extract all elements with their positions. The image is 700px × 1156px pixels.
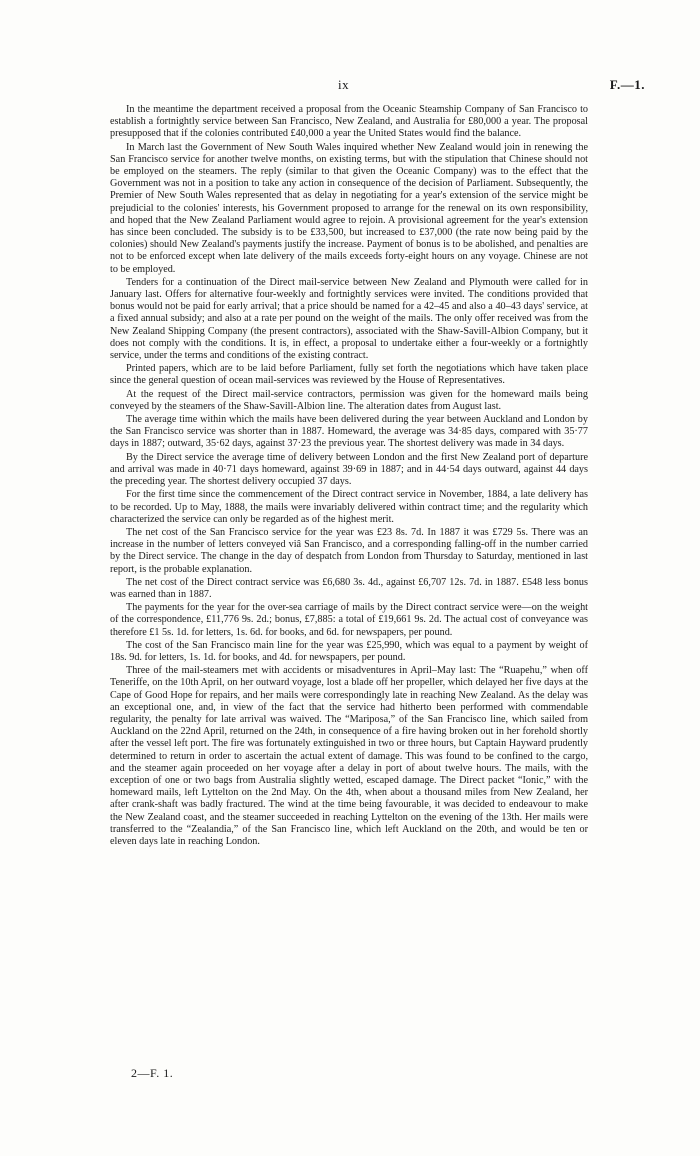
paragraph-oceanic-proposal: In the meantime the department received a proposal from the Oceanic Steamship Company of San Francisco to establish a fortnightly service between San Francisco, New Zealand, and Australia for £80,000 a year. The proposal presupposed that if the colonies contributed £40,000 a year the United States would find the balance. <box>110 104 588 140</box>
paragraph-nsw-renewal: In March last the Government of New South Wales inquired whether New Zealand would join in renewing the San Francisco service for another twelve months, on existing terms, but with the stipulation that Chinese should not be employed on the steamers. The reply (similar to that given the Oceanic Company) was to the effect that the Government was not in a position to take any action in consequence of the decision of Parliament. Subsequently, the Premier of New South Wales represented that as delay in negotiating for a year's extension of the service might be prejudicial to the colonies' interests, his Government proposed to arrange for the renewal on its own responsibility, and hoped that the New Zealand Parliament would agree to rejoin. A provisional agreement for the year's extension has since been concluded. The subsidy is to be £33,500, but increased to £37,000 (the rate now being paid by the colonies) should New Zealand's payments justify the increase. Payment of bonus is to be abolished, and penalties are not to be enforced except when late delivery of the mails exceeds forty-eight hours on any voyage. Chinese are not to be employed. <box>110 141 588 275</box>
paragraph-late-delivery: For the first time since the commencement of the Direct contract service in November, 1884, a late delivery has to be recorded. Up to May, 1888, the mails were invariably delivered within contract time; and the regularity which characterized the service can only be regarded as of the highest merit. <box>110 489 588 525</box>
document-reference: F.—1. <box>609 77 645 92</box>
paragraph-direct-average-time: By the Direct service the average time of delivery between London and the first New Zealand port of departure and arrival was made in 40·71 days homeward, against 39·69 in 1887; and in 44·54 days outward, against 44 days the preceding year. The shortest delivery occupied 37 days. <box>110 451 588 488</box>
paragraph-direct-tenders: Tenders for a continuation of the Direct mail-service between New Zealand and Plymouth were called for in January last. Offers for alternative four-weekly and fortnightly services were invited. The conditions provided that bonus would not be paid for early arrival; that a price should be named for a 42–45 and also a 40–43 days' service, at a fixed annual subsidy; and also at a rate per pound on the weight of the mails. The only offer received was from the New Zealand Shipping Company (the present contractors), associated with the Shaw-Savill-Albion Company, but it does not comply with the conditions. It is, in effect, a proposal to undertake either a four-weekly or a fortnightly service, under the terms and conditions of the existing contract. <box>110 276 588 362</box>
paragraph-accidents: Three of the mail-steamers met with accidents or misadventures in April–May last: The “Ruapehu,” when off Teneriffe, on the 10th April, on her outward voyage, lost a blade off her propeller, which delayed her five days at the Cape of Good Hope for repairs, and her mails were correspondingly late in reaching New Zealand. As the delay was an exceptional one, and, in view of the fact that the service had hitherto been performed with commendable regularity, the penalty for late arrival was waived. The “Mariposa,” of the San Francisco line, which sailed from Auckland on the 22nd April, returned on the 24th, in consequence of a fire having broken out in her forehold shortly after the vessel left port. The fire was fortunately extinguished in two or three hours, but Captain Hayward prudently determined to return in order to ascertain the actual extent of damage. This was found to be confined to the cargo, and the steamer again proceeded on her voyage after a delay in port of about twelve hours. The mails, with the exception of one or two bags from Australia slightly wetted, escaped damage. The Direct packet “Ionic,” with the homeward mails, left Lyttelton on the 2nd May. On the 4th, when about a thousand miles from New Zealand, her after crank-shaft was badly fractured. The wind at the time being favourable, it was decided to endeavour to make the New Zealand coast, and the steamer succeeded in reaching Lyttelton on the evening of the 13th. Her mails were transferred to the “Zealandia,” of the San Francisco line, which left Auckland on the 20th, and would be ten or eleven days late in reaching London. <box>110 665 588 847</box>
body-text <box>110 104 588 849</box>
paragraph-direct-net-cost: The net cost of the Direct contract service was £6,680 3s. 4d., against £6,707 12s. 7d. in 1887. £548 less bonus was earned than in 1887. <box>110 576 588 600</box>
paragraph-sf-main-line-cost: The cost of the San Francisco main line for the year was £25,990, which was equal to a payment by weight of 18s. 9d. for letters, 1s. 1d. for books, and 4d. for newspapers, per pound. <box>110 639 588 663</box>
signature-reference: 2—F. 1. <box>131 1066 174 1080</box>
paragraph-homeward-mails: At the request of the Direct mail-service contractors, permission was given for the homeward mails being conveyed by the steamers of the Shaw-Savill-Albion line. The alteration dates from August last. <box>110 388 588 412</box>
paragraph-payments: The payments for the year for the over-sea carriage of mails by the Direct contract service were—on the weight of the correspondence, £11,776 9s. 2d.; bonus, £7,885: a total of £19,661 9s. 2d. The actual cost of conveyance was therefore £1 5s. 1d. for letters, 1s. 6d. for books, and 6d. for newspapers, per pound. <box>110 602 588 638</box>
paragraph-printed-papers: Printed papers, which are to be laid before Parliament, fully set forth the negotiations which have taken place since the general question of ocean mail-services was reviewed by the House of Representatives. <box>110 363 588 387</box>
page-header <box>0 77 700 97</box>
page-number: ix <box>338 77 350 92</box>
paragraph-sf-average-time: The average time within which the mails have been delivered during the year between Auckland and London by the San Francisco service was shorter than in 1887. Homeward, the average was 34·85 days, compared with 35·77 days in 1887; outward, 35·62 days, against 37·23 the previous year. The shortest delivery was made in 34 days. <box>110 414 588 450</box>
paragraph-sf-net-cost: The net cost of the San Francisco service for the year was £23 8s. 7d. In 1887 it was £729 5s. There was an increase in the number of letters conveyed viâ San Francisco, and a corresponding falling-off in the number carried by the Direct service. The change in the day of despatch from London from Thursday to Saturday, mentioned in last report, is the probable explanation. <box>110 526 588 575</box>
